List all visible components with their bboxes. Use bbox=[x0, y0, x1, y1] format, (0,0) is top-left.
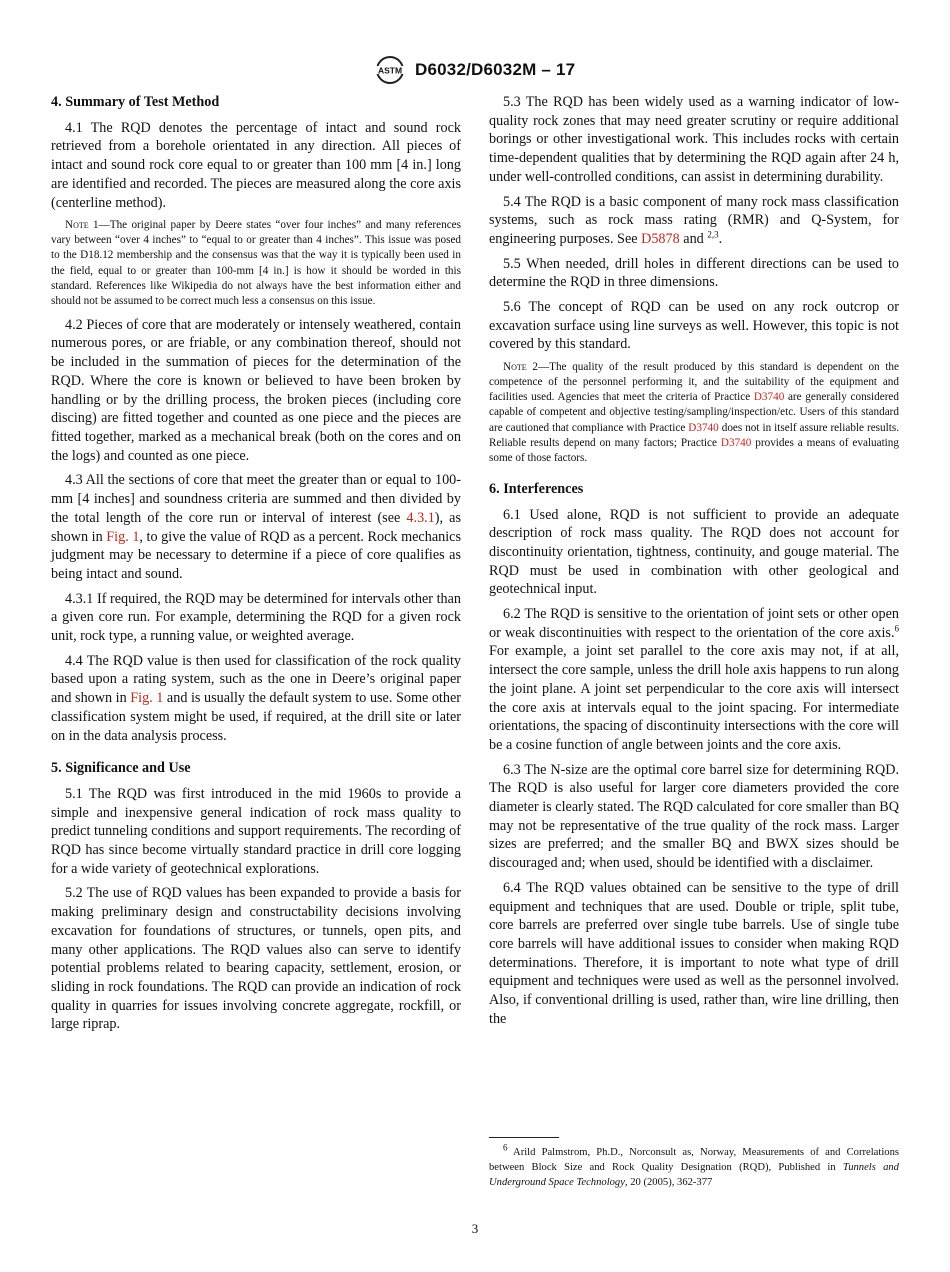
paragraph-4-3-1: 4.3.1 If required, the RQD may be determined for intervals other than a given core run. For example, determining the RQD for a given rock unit, rock type, a running value, or weighted average. bbox=[51, 590, 461, 645]
page-header bbox=[0, 55, 950, 91]
paragraph-4-3-text-a: 4.3 All the sections of core that meet the greater than or equal to 100-mm [4 inches] and soundness criteria are summed and then divided by the total length of the core run or interval of interest (see bbox=[51, 472, 461, 526]
note-1 bbox=[51, 218, 461, 309]
link-d3740[interactable]: D3740 bbox=[688, 421, 719, 434]
footnote-text-b: , 20 (2005), 362-377 bbox=[624, 1177, 713, 1188]
note-1-text: —The original paper by Deere states “over four inches” and many references vary between “over 4 inches” to “equal to or greater than 4 inches”. This issue was posed to the D18.12 membership and the consensus was that the way it is typically been used in the field, equal to or greater than 100-mm [4 in.] is how it should be worded in this standard. References like Wikipedia do not always have the best information either and should not be assumed to be correct much less a consensus on this issue. bbox=[51, 219, 461, 307]
footnote-ref-6: 6 bbox=[894, 622, 899, 633]
paragraph-6-2-text-a: 6.2 The RQD is sensitive to the orientation of joint sets or other open or weak discontinuities with respect to the orientation of the core axis. bbox=[489, 606, 899, 641]
link-d5878[interactable]: D5878 bbox=[641, 230, 680, 247]
paragraph-5-4-text-a: 5.4 The RQD is a basic component of many rock mass classification systems, such as rock mass rating (RMR) and Q-System, for engineering purposes. See bbox=[489, 193, 899, 247]
paragraph-5-2: 5.2 The use of RQD values has been expanded to provide a basis for making preliminary design and constructability decisions involving excavation for foundations of structures, or tunnels, open pits, and many other applications. The RQD values also can serve to identify potential problems related to bearing capacity, settlement, erosion, or sliding in rock foundations. The RQD can provide an indication of rock quality in quarries for issues involving concrete aggregate, rockfill, or large riprap. bbox=[51, 885, 461, 1033]
section-5-heading: 5. Significance and Use bbox=[51, 760, 191, 777]
paragraph-5-1: 5.1 The RQD was first introduced in the mid 1960s to provide a simple and inexpensive general indication of rock mass quality to predict tunneling conditions and support requirements. The recording of RQD has since become virtually standard practice in drill core logging for a wide variety of geotechnical explorations. bbox=[51, 785, 461, 877]
paragraph-5-4 bbox=[489, 193, 899, 249]
note-2-label: Note 2 bbox=[503, 361, 538, 374]
left-column bbox=[51, 93, 461, 1040]
paragraph-4-4-text-b: and is usually the default system to use. Some other classification system might be used, if required, at the drill site or later on in the data analysis process. bbox=[51, 690, 461, 744]
footnote-text-a: Arild Palmstrom, Ph.D., Norconsult as, Norway, Measurements of and Correlations between Block Size and Rock Quality Designation (RQD), Published in bbox=[489, 1147, 899, 1173]
paragraph-6-2-text-b: For example, a joint set parallel to the core axis may not, if at all, intersect the core sample, unless the drill hole axis happens to run along the joint plane. A joint set perpendicular to the core axis will intersect the core axis at intervals equal to the joint spacing. For intermediate orientations, the spacing of discontinuity intersections with the core will be a cosine function of angle between joints and the core axis. bbox=[489, 643, 899, 753]
paragraph-6-1: 6.1 Used alone, RQD is not sufficient to provide an adequate description of rock mass quality. The RQD does not account for discontinuity orientation, tightness, continuity, and gouge material. The RQD must be used in combination with other geological and geotechnical input. bbox=[489, 506, 899, 598]
section-6-heading: 6. Interferences bbox=[489, 480, 584, 497]
note-2-text-d: provides a means of evaluating some of those factors. bbox=[489, 436, 899, 464]
paragraph-6-2 bbox=[489, 605, 899, 755]
paragraph-5-6: 5.6 The concept of RQD can be used on any rock outcrop or excavation surface using line surveys as well. However, this topic is not covered by this standard. bbox=[489, 299, 899, 353]
page-number: 3 bbox=[471, 1221, 479, 1236]
link-fig-1[interactable]: Fig. 1 bbox=[130, 690, 164, 707]
paragraph-5-3: 5.3 The RQD has been widely used as a warning indicator of low-quality rock zones that may need greater scrutiny or require additional borings or other investigational work. This includes rocks with certain time-dependent qualities that by determining the RQD again after 24 h, under well-controlled conditions, can assist in determining durability. bbox=[489, 94, 899, 185]
note-2-text-a: —The quality of the result produced by this standard is dependent on the competence of the personnel performing it, and the suitability of the equipment and facilities used. Agencies that meet the criteria of Practice bbox=[489, 361, 899, 404]
paragraph-4-3 bbox=[51, 471, 461, 583]
paragraph-5-4-text-c: . bbox=[718, 230, 723, 247]
link-fig-1[interactable]: Fig. 1 bbox=[106, 528, 140, 545]
paragraph-4-4 bbox=[51, 652, 461, 746]
paragraph-5-5: 5.5 When needed, drill holes in different directions can be used to determine the RQD in three dimensions. bbox=[489, 255, 899, 291]
footnote-mark: 6 bbox=[503, 1142, 508, 1153]
paragraph-4-3-text-b: ), as shown in bbox=[51, 509, 461, 545]
footnote-divider bbox=[489, 1137, 559, 1138]
right-column bbox=[489, 93, 899, 1034]
link-section-4-3-1[interactable]: 4.3.1 bbox=[406, 509, 435, 526]
note-1-label: Note 1 bbox=[65, 219, 99, 232]
paragraph-6-3: 6.3 The N-size are the optimal core barrel size for determining RQD. The RQD is also useful for larger core diameters provided the core diameter is clearly stated. The RQD calculated for core smaller than BQ may not be representative of the true quality of the rock mass. Larger sizes are preferred; and the smaller BQ and BWX sizes should be discouraged and; when used, should be identified with a disclaimer. bbox=[489, 761, 899, 872]
paragraph-4-2: 4.2 Pieces of core that are moderately or intensely weathered, contain numerous pores, or are friable, or any combination thereof, should not be included in the summation of pieces for the determination of the RQD. Where the core is known or believed to have been broken by handling or by the drilling process, the broken pieces (including core discing) are fitted together and counted as one piece and the pieces are fitted together, marked as a mechanical break (both on the cores and on the logs) and counted as one piece. bbox=[51, 316, 461, 464]
note-2 bbox=[489, 360, 899, 466]
footnote-journal: Tunnels and Underground Space Technology bbox=[489, 1162, 899, 1188]
paragraph-6-4: 6.4 The RQD values obtained can be sensitive to the type of drill equipment and techniques that are used. Double or triple, split tube, core barrels are preferred over single tube barrels. Use of single tube core barrels will have additional issues to consider when making RQD determinations. Therefore, it is important to note what type of drill equipment and techniques were used as well as the personnel involved. Also, if conventional drilling is used, rather than, wire line drilling, then the bbox=[489, 879, 899, 1027]
note-2-text-c: does not in itself assure reliable results. Reliable results depend on many factors; Practice bbox=[489, 421, 899, 449]
paragraph-5-4-text-b: and bbox=[679, 230, 708, 247]
astm-logo-icon bbox=[373, 55, 407, 85]
paragraph-4-1: 4.1 The RQD denotes the percentage of intact and sound rock retrieved from a borehole orientated in any direction. All pieces of intact and sound rock core equal to or greater than 100 mm [4 in.] long are identified and recorded. The pieces are measured along the core axis (centerline method). bbox=[51, 119, 461, 211]
link-d3740[interactable]: D3740 bbox=[720, 436, 752, 449]
standard-designation: D6032/D6032M – 17 bbox=[415, 60, 576, 79]
note-2-text-b: are generally considered capable of competent and objective testing/sampling/inspection/etc. Users of this standard are cautioned that compliance with Practice bbox=[489, 391, 899, 434]
paragraph-4-4-text-a: 4.4 The RQD value is then used for classification of the rock quality based upon a rating system, such as the one in Deere’s original paper and shown in bbox=[51, 652, 461, 707]
footnote-6 bbox=[489, 1142, 899, 1190]
astm-logo-text: ASTM bbox=[377, 65, 403, 76]
paragraph-4-3-text-c: , to give the value of RQD as a percent. Rock mechanics judgment may be necessary to determine if a piece of core qualifies as being intact and sound. bbox=[51, 528, 461, 582]
footnote-ref-2-3: 2,3 bbox=[707, 229, 719, 240]
link-d3740[interactable]: D3740 bbox=[753, 391, 785, 404]
section-4-heading: 4. Summary of Test Method bbox=[51, 94, 220, 110]
